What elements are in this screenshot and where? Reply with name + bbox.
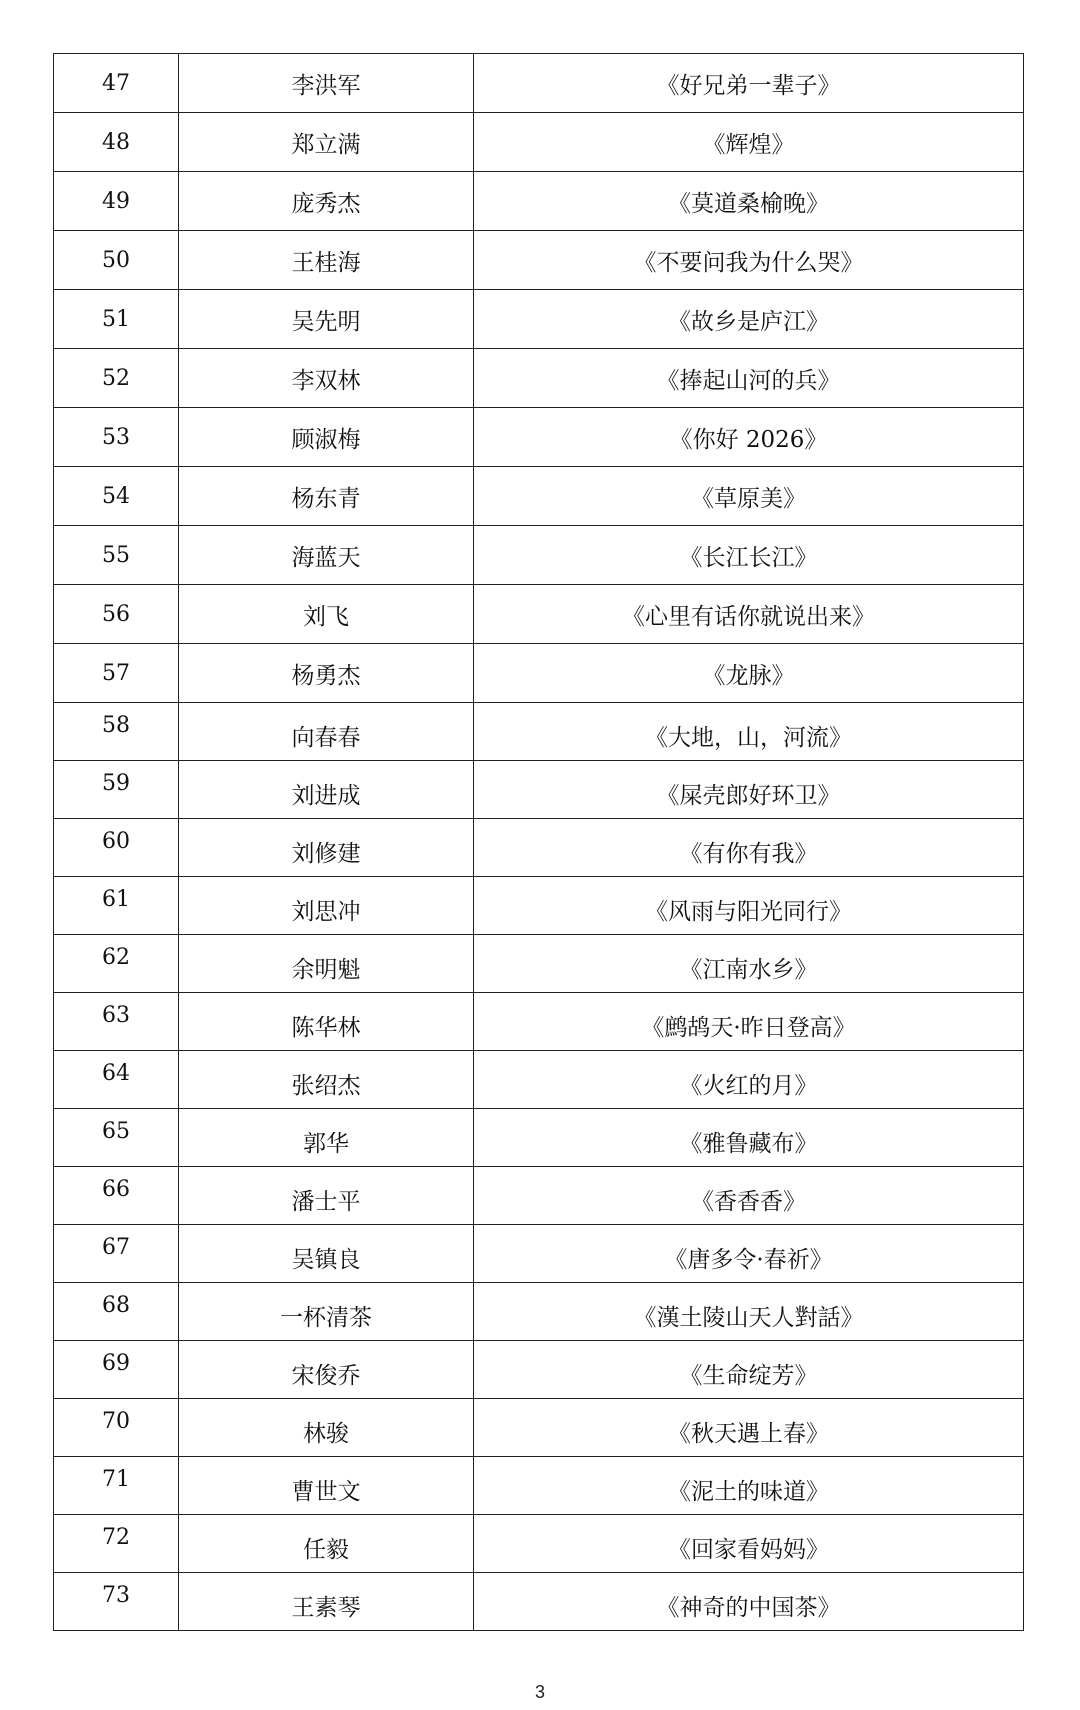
table-row bbox=[54, 1341, 1024, 1399]
author-name-cell: 王素琴 bbox=[179, 1573, 474, 1631]
work-title-cell: 《鹧鸪天·昨日登高》 bbox=[474, 993, 1024, 1051]
row-number-cell: 63 bbox=[54, 993, 179, 1051]
work-title-cell: 《长江长江》 bbox=[474, 526, 1024, 585]
row-number-cell: 65 bbox=[54, 1109, 179, 1167]
row-number-cell: 58 bbox=[54, 703, 179, 761]
work-title-cell: 《辉煌》 bbox=[474, 113, 1024, 172]
author-name-cell: 吴镇良 bbox=[179, 1225, 474, 1283]
row-number-cell: 59 bbox=[54, 761, 179, 819]
work-title-cell: 《火红的月》 bbox=[474, 1051, 1024, 1109]
author-name-cell: 李洪军 bbox=[179, 54, 474, 113]
author-name-cell: 海蓝天 bbox=[179, 526, 474, 585]
author-name-cell: 刘修建 bbox=[179, 819, 474, 877]
table-row bbox=[54, 877, 1024, 935]
work-title-cell: 《秋天遇上春》 bbox=[474, 1399, 1024, 1457]
row-number-cell: 60 bbox=[54, 819, 179, 877]
page-number: 3 bbox=[534, 1682, 545, 1702]
table-row bbox=[54, 703, 1024, 761]
work-title-cell: 《故乡是庐江》 bbox=[474, 290, 1024, 349]
author-name-cell: 庞秀杰 bbox=[179, 172, 474, 231]
work-title-cell: 《江南水乡》 bbox=[474, 935, 1024, 993]
work-title-cell: 《神奇的中国茶》 bbox=[474, 1573, 1024, 1631]
author-name-cell: 余明魁 bbox=[179, 935, 474, 993]
row-number-cell: 57 bbox=[54, 644, 179, 703]
row-number-cell: 48 bbox=[54, 113, 179, 172]
author-name-cell: 顾淑梅 bbox=[179, 408, 474, 467]
row-number-cell: 69 bbox=[54, 1341, 179, 1399]
work-title-cell: 《雅鲁藏布》 bbox=[474, 1109, 1024, 1167]
author-name-cell: 张绍杰 bbox=[179, 1051, 474, 1109]
row-number-cell: 47 bbox=[54, 54, 179, 113]
work-title-cell: 《回家看妈妈》 bbox=[474, 1515, 1024, 1573]
table-row bbox=[54, 1573, 1024, 1631]
table-row bbox=[54, 644, 1024, 703]
work-title-cell: 《大地，山，河流》 bbox=[474, 703, 1024, 761]
work-title-cell: 《草原美》 bbox=[474, 467, 1024, 526]
work-title-cell: 《有你有我》 bbox=[474, 819, 1024, 877]
row-number-cell: 64 bbox=[54, 1051, 179, 1109]
work-title-cell: 《风雨与阳光同行》 bbox=[474, 877, 1024, 935]
work-title-cell: 《香香香》 bbox=[474, 1167, 1024, 1225]
author-name-cell: 刘进成 bbox=[179, 761, 474, 819]
work-title-cell: 《泥土的味道》 bbox=[474, 1457, 1024, 1515]
work-title-cell: 《唐多令·春祈》 bbox=[474, 1225, 1024, 1283]
table-row bbox=[54, 54, 1024, 113]
work-title-cell: 《不要问我为什么哭》 bbox=[474, 231, 1024, 290]
table-row bbox=[54, 1109, 1024, 1167]
table-row bbox=[54, 113, 1024, 172]
row-number-cell: 61 bbox=[54, 877, 179, 935]
author-name-cell: 郭华 bbox=[179, 1109, 474, 1167]
table-row bbox=[54, 1399, 1024, 1457]
author-name-cell: 刘思冲 bbox=[179, 877, 474, 935]
row-number-cell: 67 bbox=[54, 1225, 179, 1283]
table-row bbox=[54, 231, 1024, 290]
table-row bbox=[54, 1457, 1024, 1515]
row-number-cell: 51 bbox=[54, 290, 179, 349]
author-name-cell: 林骏 bbox=[179, 1399, 474, 1457]
author-name-cell: 任毅 bbox=[179, 1515, 474, 1573]
author-name-cell: 吴先明 bbox=[179, 290, 474, 349]
row-number-cell: 50 bbox=[54, 231, 179, 290]
author-name-cell: 曹世文 bbox=[179, 1457, 474, 1515]
row-number-cell: 53 bbox=[54, 408, 179, 467]
work-title-cell: 《龙脉》 bbox=[474, 644, 1024, 703]
table-row bbox=[54, 1283, 1024, 1341]
work-title-cell: 《心里有话你就说出来》 bbox=[474, 585, 1024, 644]
table-row bbox=[54, 761, 1024, 819]
entries-table-body bbox=[54, 54, 1024, 1631]
row-number-cell: 62 bbox=[54, 935, 179, 993]
row-number-cell: 70 bbox=[54, 1399, 179, 1457]
author-name-cell: 刘飞 bbox=[179, 585, 474, 644]
author-name-cell: 宋俊乔 bbox=[179, 1341, 474, 1399]
row-number-cell: 54 bbox=[54, 467, 179, 526]
author-name-cell: 一杯清茶 bbox=[179, 1283, 474, 1341]
author-name-cell: 陈华林 bbox=[179, 993, 474, 1051]
work-title-cell: 《生命绽芳》 bbox=[474, 1341, 1024, 1399]
work-title-cell: 《你好 2026》 bbox=[474, 408, 1024, 467]
entries-table bbox=[53, 53, 1024, 1631]
table-row bbox=[54, 935, 1024, 993]
work-title-cell: 《莫道桑榆晚》 bbox=[474, 172, 1024, 231]
table-row bbox=[54, 1225, 1024, 1283]
table-row bbox=[54, 526, 1024, 585]
row-number-cell: 55 bbox=[54, 526, 179, 585]
row-number-cell: 66 bbox=[54, 1167, 179, 1225]
work-title-cell: 《屎壳郎好环卫》 bbox=[474, 761, 1024, 819]
work-title-cell: 《好兄弟一辈子》 bbox=[474, 54, 1024, 113]
row-number-cell: 71 bbox=[54, 1457, 179, 1515]
work-title-cell: 《漢土陵山天人對話》 bbox=[474, 1283, 1024, 1341]
row-number-cell: 68 bbox=[54, 1283, 179, 1341]
author-name-cell: 向春春 bbox=[179, 703, 474, 761]
table-row bbox=[54, 349, 1024, 408]
row-number-cell: 56 bbox=[54, 585, 179, 644]
table-row bbox=[54, 408, 1024, 467]
author-name-cell: 杨东青 bbox=[179, 467, 474, 526]
table-row bbox=[54, 1167, 1024, 1225]
table-row bbox=[54, 585, 1024, 644]
author-name-cell: 潘士平 bbox=[179, 1167, 474, 1225]
table-row bbox=[54, 993, 1024, 1051]
table-row bbox=[54, 290, 1024, 349]
row-number-cell: 52 bbox=[54, 349, 179, 408]
author-name-cell: 郑立满 bbox=[179, 113, 474, 172]
table-row bbox=[54, 1051, 1024, 1109]
author-name-cell: 王桂海 bbox=[179, 231, 474, 290]
row-number-cell: 49 bbox=[54, 172, 179, 231]
author-name-cell: 杨勇杰 bbox=[179, 644, 474, 703]
table-row bbox=[54, 819, 1024, 877]
author-name-cell: 李双林 bbox=[179, 349, 474, 408]
table-row bbox=[54, 467, 1024, 526]
table-row bbox=[54, 172, 1024, 231]
row-number-cell: 72 bbox=[54, 1515, 179, 1573]
work-title-cell: 《捧起山河的兵》 bbox=[474, 349, 1024, 408]
row-number-cell: 73 bbox=[54, 1573, 179, 1631]
table-row bbox=[54, 1515, 1024, 1573]
